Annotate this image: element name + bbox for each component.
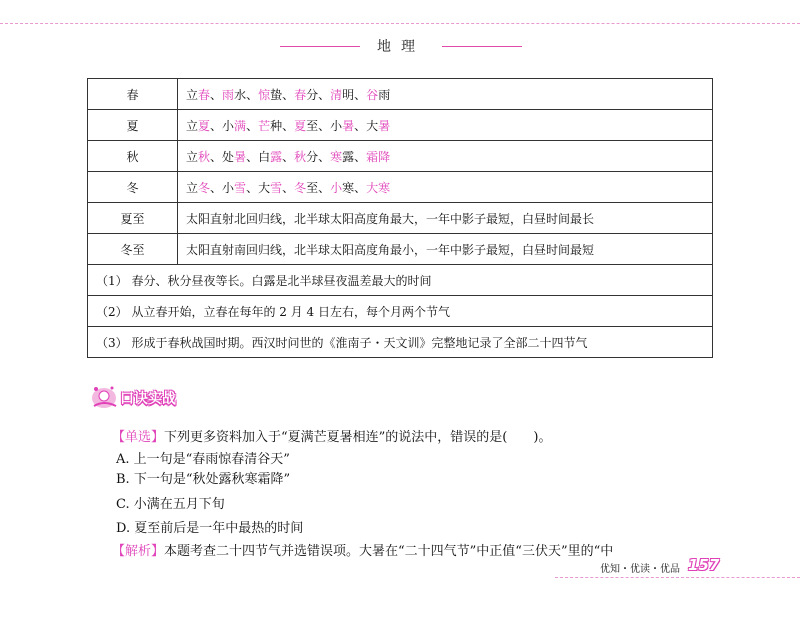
- table-row: [88, 327, 713, 358]
- page-header: [0, 36, 800, 56]
- table-row: [88, 265, 713, 296]
- page-title: 地理: [377, 39, 425, 55]
- table-row: [88, 141, 713, 172]
- header-rule-left: [280, 46, 360, 47]
- question-stem: 【单选】下列更多资料加入于“夏满芒夏暑相连”的说法中，错误的是( )。: [112, 430, 552, 445]
- solstice-label: 夏至: [88, 203, 178, 234]
- season-terms: 立冬、小雪、大雪、冬至、小寒、大寒: [178, 172, 713, 203]
- table-row: [88, 172, 713, 203]
- bottom-dashed-border: [555, 577, 800, 578]
- table-row: [88, 110, 713, 141]
- analysis: 【解析】本题考查二十四节气并选错误项。大暑在“二十四气节”中正值“三伏天”里的“中: [112, 544, 614, 559]
- option-c: C. 小满在五月下旬: [116, 497, 225, 512]
- page-number: 157: [688, 556, 720, 574]
- option-b: B. 下一句是“秋处露秋寒霜降”: [116, 472, 291, 487]
- table-note: （1） 春分、秋分昼夜等长。白露是北半球昼夜温差最大的时间: [88, 265, 713, 296]
- season-label: 夏: [88, 110, 178, 141]
- top-dashed-border: [0, 23, 800, 24]
- option-a: A. 上一句是“春雨惊春清谷天”: [116, 452, 290, 467]
- solstice-text: 太阳直射南回归线，北半球太阳高度角最小，一年中影子最短，白昼时间最短: [178, 234, 713, 265]
- season-label: 春: [88, 79, 178, 110]
- section-heading: [90, 384, 230, 412]
- table-note: （2） 从立春开始，立春在每年的 2 月 4 日左右，每个月两个节气: [88, 296, 713, 327]
- analysis-tag: 【解析】: [112, 544, 165, 559]
- solstice-text: 太阳直射北回归线，北半球太阳高度角最大，一年中影子最短，白昼时间最长: [178, 203, 713, 234]
- solstice-label: 冬至: [88, 234, 178, 265]
- table-row: [88, 203, 713, 234]
- footer-slogan: 优知・优读・优品: [600, 564, 680, 575]
- ribbon-badge-icon: [90, 384, 122, 410]
- header-rule-right: [442, 46, 522, 47]
- question-tag: 【单选】: [112, 430, 165, 445]
- table-row: [88, 234, 713, 265]
- table-note: （3） 形成于春秋战国时期。西汉时问世的《淮南子・天文训》完整地记录了全部二十四节气: [88, 327, 713, 358]
- table-row: [88, 296, 713, 327]
- season-terms: 立秋、处暑、白露、秋分、寒露、霜降: [178, 141, 713, 172]
- season-label: 秋: [88, 141, 178, 172]
- season-terms: 立夏、小满、芒种、夏至、小暑、大暑: [178, 110, 713, 141]
- season-terms: 立春、雨水、惊蛰、春分、清明、谷雨: [178, 79, 713, 110]
- section-title-text: 口诀实战: [120, 391, 176, 407]
- table-row: [88, 79, 713, 110]
- solar-terms-table: [87, 78, 713, 358]
- option-d: D. 夏至前后是一年中最热的时间: [116, 521, 304, 536]
- season-label: 冬: [88, 172, 178, 203]
